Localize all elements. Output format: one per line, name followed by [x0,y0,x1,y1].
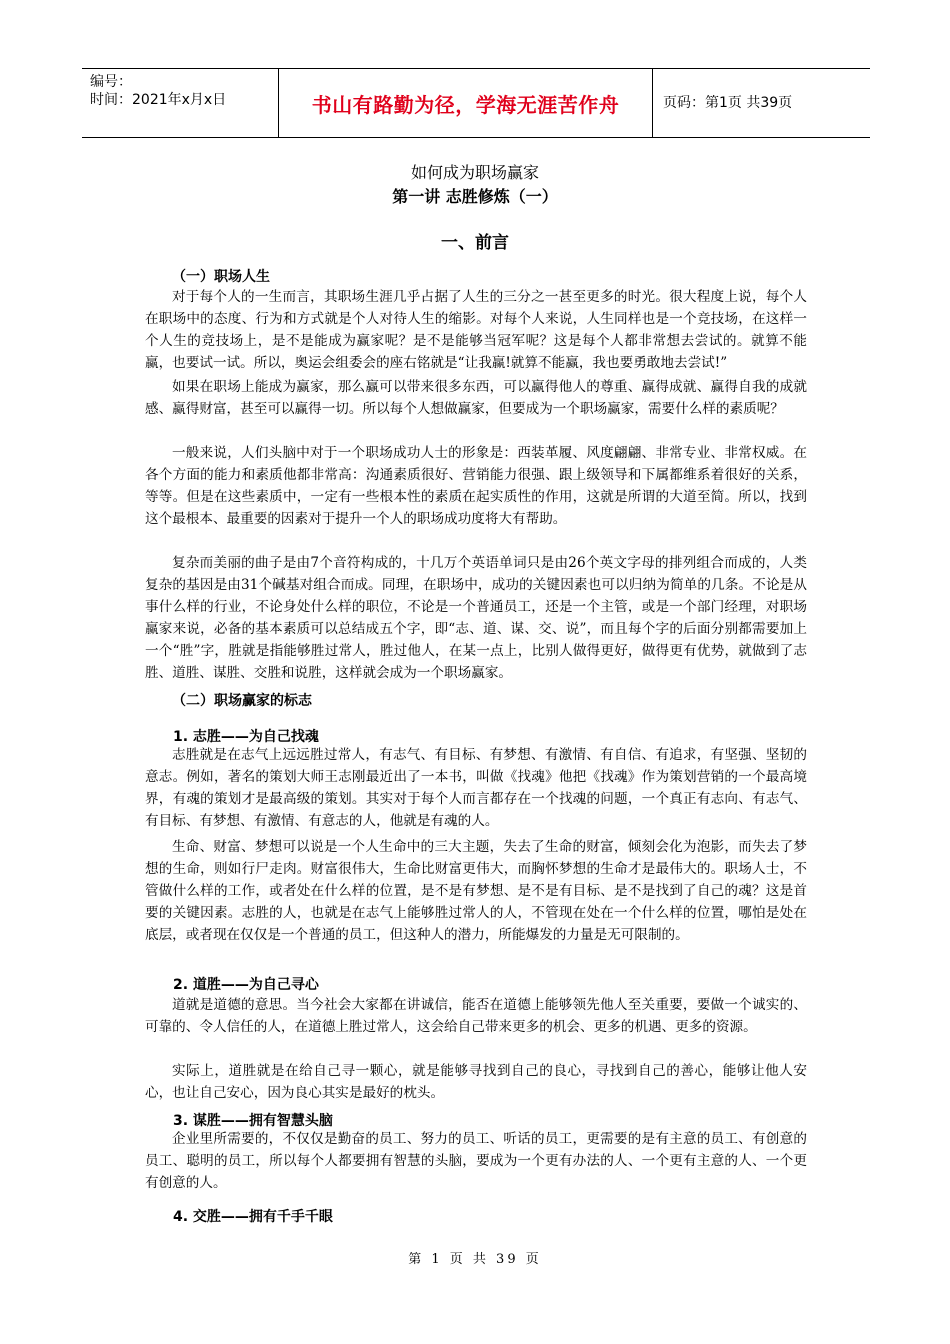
point-heading: 1. 志胜——为自己找魂 [173,729,319,745]
paragraph: 志胜就是在志气上远远胜过常人，有志气、有目标、有梦想、有激情、有自信、有追求，有坚强、坚韧的意志。例如，著名的策划大师王志刚最近出了一本书，叫做《找魂》他把《找魂》作为策划营销的一个最高境界，有魂的策划才是最高级的策划。其实对于每个人而言都存在一个找魂的问题，一个真正有志向、有志气、有目标、有梦想、有激情、有意志的人，他就是有魂的人。 [145,747,807,829]
point-heading: 4. 交胜——拥有千手千眼 [173,1209,333,1225]
motto: 书山有路勤为径，学海无涯苦作舟 [311,92,620,117]
header-motto-cell [279,69,653,137]
page-footer: 第 1 页 共 39 页 [408,1252,542,1267]
header-meta [82,69,279,137]
number-label: 编号： [90,74,132,90]
paragraph: 企业里所需要的，不仅仅是勤奋的员工、努力的员工、听话的员工，更需要的是有主意的员工、有创意的员工、聪明的员工，所以每个人都要拥有智慧的头脑，要成为一个更有办法的人、一个更有主意的人、一个更有创意的人。 [145,1131,807,1191]
paragraph: 复杂而美丽的曲子是由7个音符构成的，十几万个英语单词只是由26个英文字母的排列组合而成的，人类复杂的基因是由31个碱基对组合而成。同理，在职场中，成功的关键因素也可以归纳为简单的几条。不论是从事什么样的行业，不论身处什么样的职位，不论是一个普通员工，还是一个主管，或是一个部门经理，对职场赢家来说，必备的基本素质可以总结成五个字，即“志、道、谋、交、说”，而且每个字的后面分别都需要加上一个“胜”字，胜就是指能够胜过常人，胜过他人，在某一点上，比别人做得更好，做得更有优势，就做到了志胜、道胜、谋胜、交胜和说胜，这样就会成为一个职场赢家。 [145,555,807,681]
paragraph: 道就是道德的意思。当今社会大家都在讲诚信，能否在道德上能够领先他人至关重要，要做一个诚实的、可靠的、令人信任的人，在道德上胜过常人，这会给自己带来更多的机会、更多的机遇、更多的资源。 [145,997,807,1035]
time-label: 时间：2021年x月x日 [90,92,227,108]
subsection-heading: （二）职场赢家的标志 [172,693,312,709]
subsection-heading: （一）职场人生 [172,269,270,285]
point-heading: 3. 谋胜——拥有智慧头脑 [173,1113,333,1129]
header-page-cell [653,69,880,137]
point-heading: 2. 道胜——为自己寻心 [173,977,319,993]
page-info: 页码：第1页 共39页 [663,95,793,111]
page-header [82,68,870,138]
paragraph: 实际上，道胜就是在给自己寻一颗心，就是能够寻找到自己的良心，寻找到自己的善心，能够让他人安心，也让自己安心，因为良心其实是最好的枕头。 [145,1063,807,1101]
lecture-title: 第一讲 志胜修炼（一） [392,187,558,206]
paragraph: 如果在职场上能成为赢家，那么赢可以带来很多东西，可以赢得他人的尊重、赢得成就、赢得自我的成就感、赢得财富，甚至可以赢得一切。所以每个人想做赢家，但要成为一个职场赢家，需要什么样的素质呢？ [145,379,807,417]
document-title: 如何成为职场赢家 [410,163,539,182]
paragraph: 对于每个人的一生而言，其职场生涯几乎占据了人生的三分之一甚至更多的时光。很大程度上说，每个人在职场中的态度、行为和方式就是个人对待人生的缩影。对每个人来说，人生同样也是一个竞技场，在这样一个人生的竞技场上，是不是能成为赢家呢？是不是能够当冠军呢？这是每个人都非常想去尝试的。就算不能赢，也要试一试。所以，奥运会组委会的座右铭就是“让我赢!就算不能赢，我也要勇敢地去尝试!” [145,289,807,371]
paragraph: 一般来说，人们头脑中对于一个职场成功人士的形象是：西装革履、风度翩翩、非常专业、非常权威。在各个方面的能力和素质他都非常高：沟通素质很好、营销能力很强、跟上级领导和下属都维系着很好的关系，等等。但是在这些素质中，一定有一些根本性的素质在起实质性的作用，这就是所谓的大道至简。所以，找到这个最根本、最重要的因素对于提升一个人的职场成功度将大有帮助。 [145,445,807,527]
paragraph: 生命、财富、梦想可以说是一个人生命中的三大主题，失去了生命的财富，倾刻会化为泡影，而失去了梦想的生命，则如行尸走肉。财富很伟大，生命比财富更伟大，而胸怀梦想的生命才是最伟大的。职场人士，不管做什么样的工作，或者处在什么样的位置，是不是有梦想、是不是有目标、是不是找到了自己的魂？这是首要的关键因素。志胜的人，也就是在志气上能够胜过常人的人，不管现在处在一个什么样的位置，哪怕是处在底层，或者现在仅仅是一个普通的员工，但这种人的潜力，所能爆发的力量是无可限制的。 [145,839,807,943]
section-title: 一、前言 [441,233,509,253]
